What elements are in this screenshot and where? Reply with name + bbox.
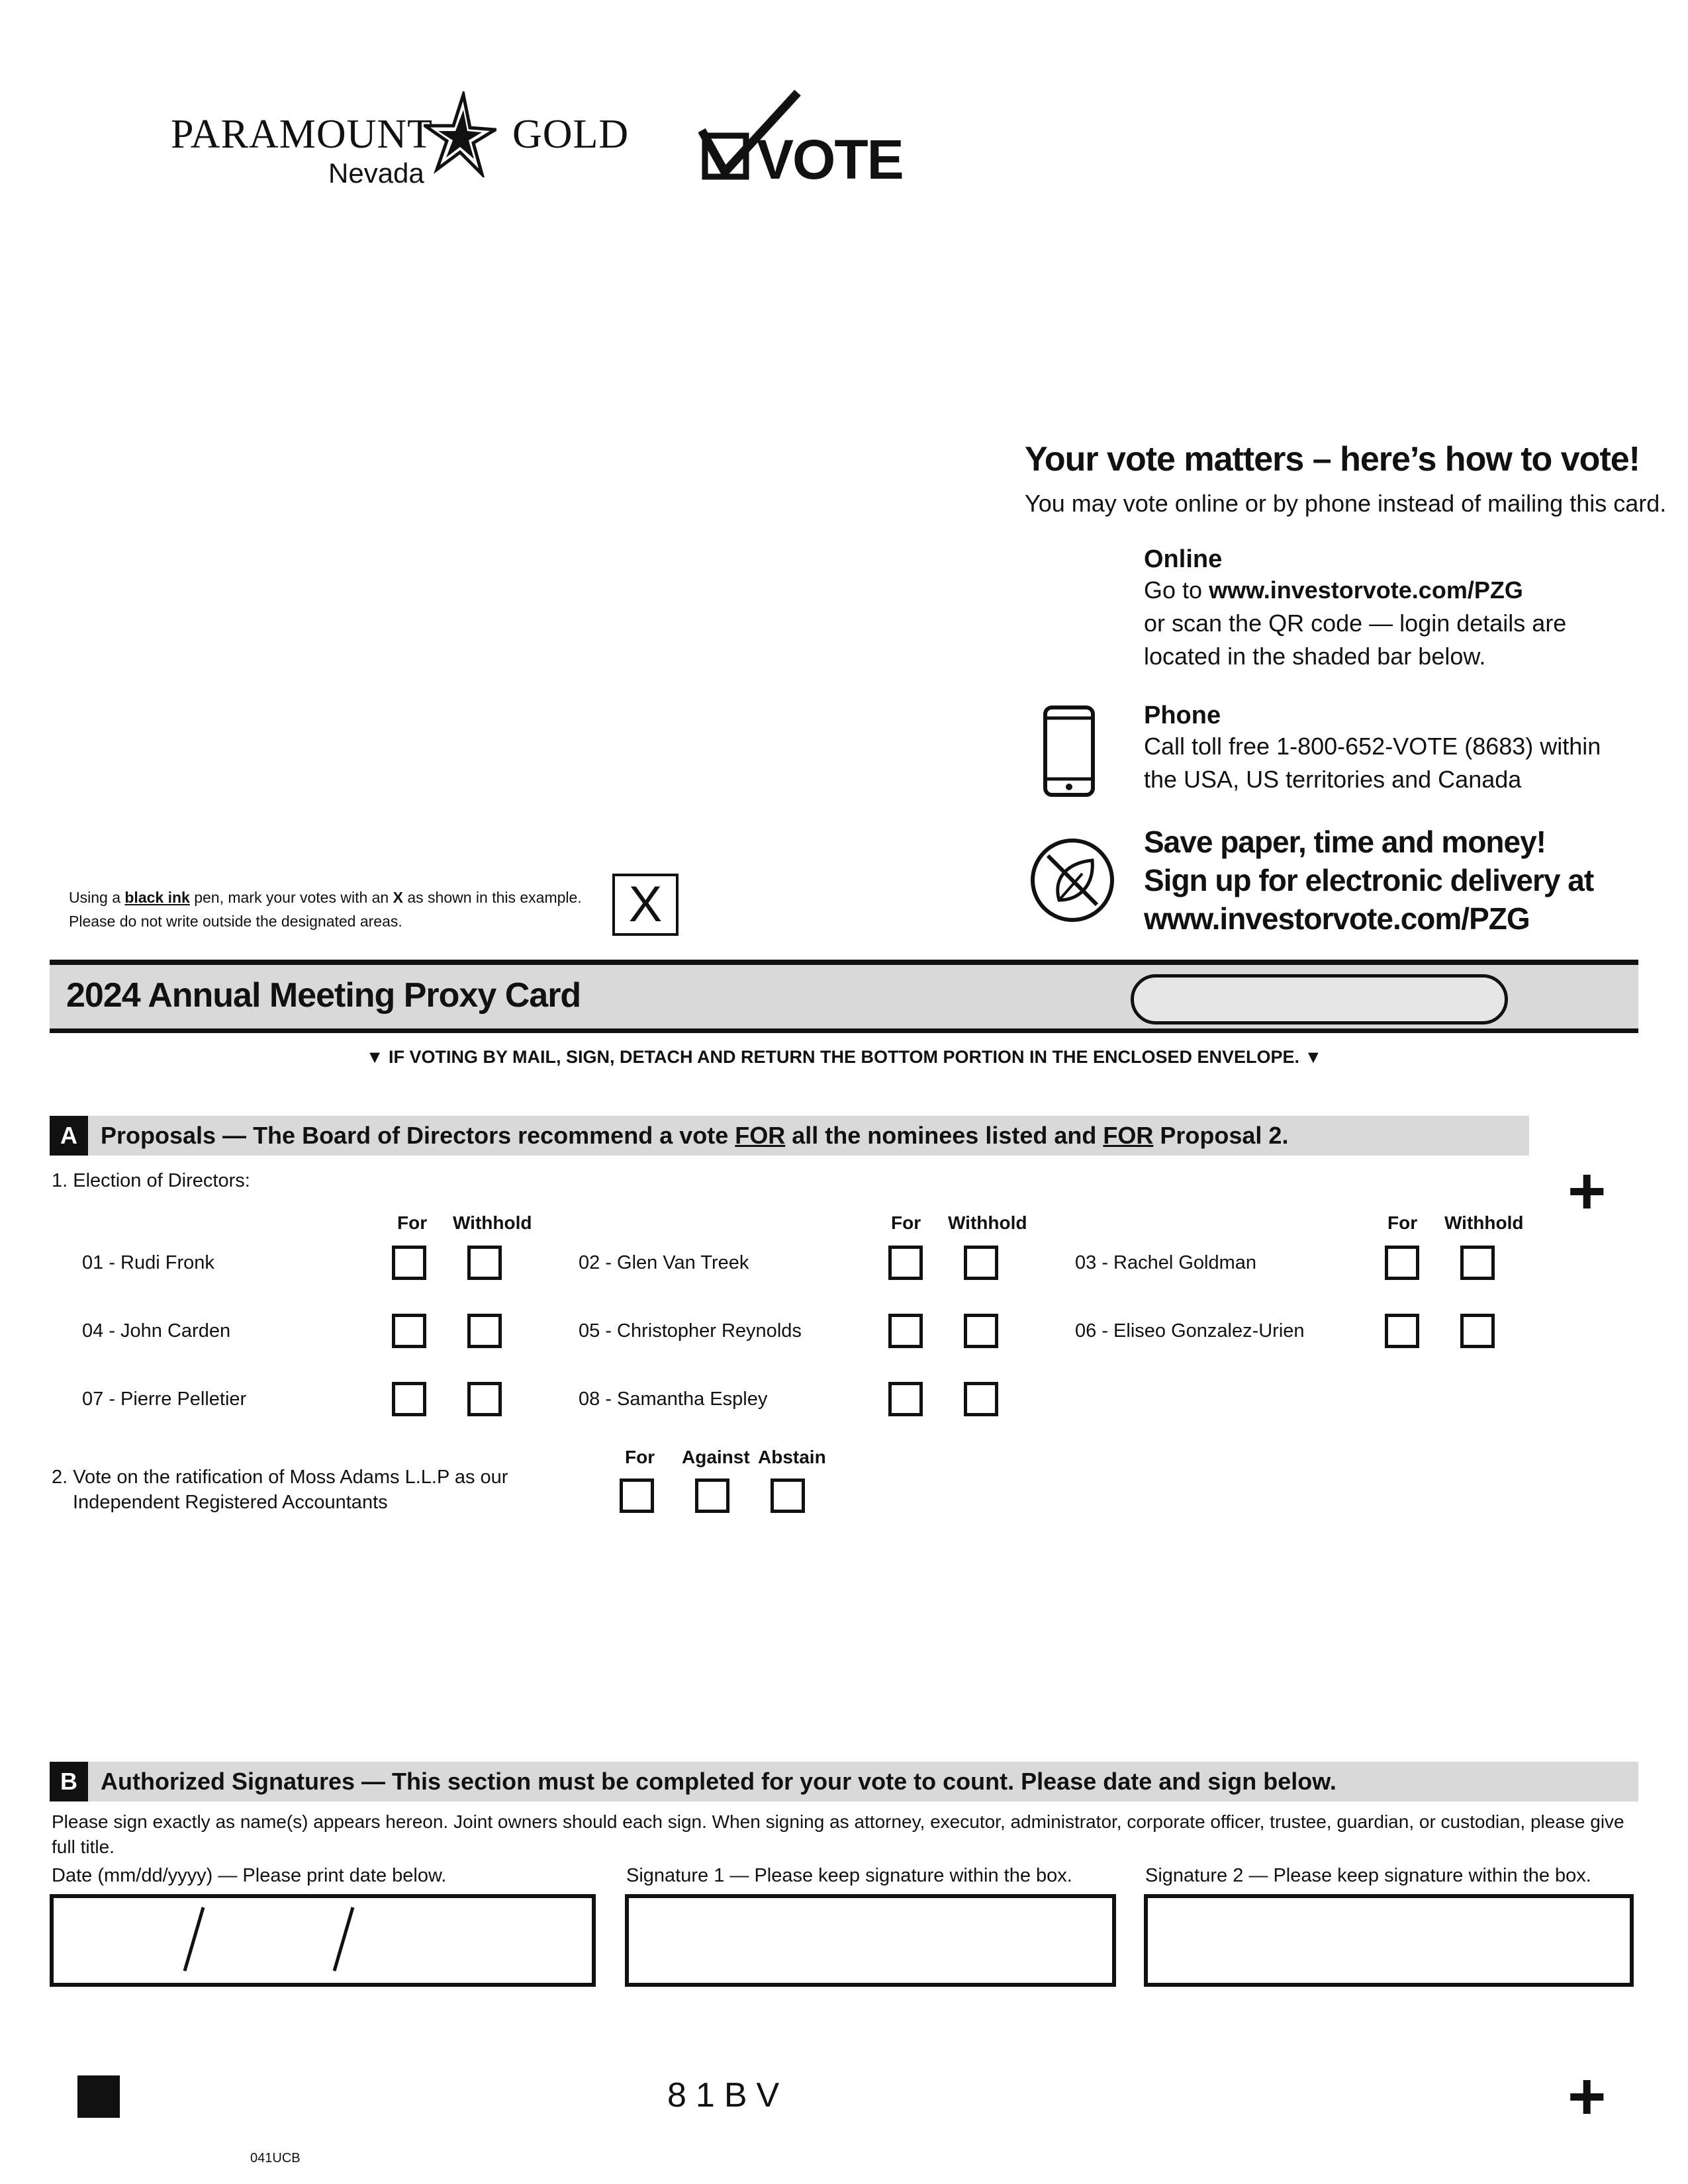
registration-mark-bottom: +	[1568, 2060, 1607, 2134]
sig-note-line1: Please sign exactly as name(s) appears hereon. Joint owners should each sign. When signing as attorney, executor, administrator, corporate officer, trustee, guardian, or custodian, please give	[52, 1811, 1624, 1832]
instr-prefix: Using a	[69, 889, 125, 906]
date-input-box[interactable]	[50, 1894, 596, 1987]
nominee-04-for-checkbox[interactable]	[392, 1314, 426, 1348]
signature1-box[interactable]	[625, 1894, 1116, 1987]
section-b-letter: B	[50, 1762, 88, 1801]
nominee-label: 04 - John Carden	[82, 1320, 231, 1342]
instr-suffix: as shown in this example.	[402, 889, 582, 906]
nominee-08-for-checkbox[interactable]	[888, 1382, 923, 1416]
vote-logo	[698, 89, 903, 191]
nominee-01-withhold-checkbox[interactable]	[467, 1246, 502, 1280]
signature-instructions	[52, 1809, 1640, 1860]
form-small-code: 041UCB	[250, 2151, 301, 2165]
col-for-3: For	[1387, 1212, 1418, 1233]
proposal2-label-line2: Independent Registered Accountants	[73, 1492, 388, 1513]
phone-icon	[1043, 705, 1096, 797]
example-x-mark: X	[628, 876, 663, 933]
phone-title: Phone	[1144, 702, 1221, 729]
signature1-label: Signature 1 — Please keep signature within the box.	[626, 1865, 1072, 1886]
vote-logo-text: VOTE	[757, 128, 903, 191]
proposal1-label: 1. Election of Directors:	[52, 1170, 250, 1191]
nominee-02-withhold-checkbox[interactable]	[964, 1246, 998, 1280]
phone-method	[1144, 702, 1601, 796]
sec-a-prefix: Proposals — The Board of Directors recommend a vote	[101, 1122, 735, 1149]
date-label: Date (mm/dd/yyyy) — Please print date below.	[52, 1865, 447, 1886]
nominee-03-withhold-checkbox[interactable]	[1460, 1246, 1495, 1280]
proposal2-for-checkbox[interactable]	[620, 1479, 654, 1513]
control-number-field[interactable]	[1131, 974, 1508, 1024]
nominee-label: 02 - Glen Van Treek	[579, 1252, 749, 1273]
online-title: Online	[1144, 545, 1223, 573]
signature2-box[interactable]	[1144, 1894, 1634, 1987]
col-withhold-1: Withhold	[453, 1212, 532, 1233]
registration-mark-top: +	[1568, 1154, 1607, 1228]
p2-col-against: Against	[682, 1447, 750, 1467]
sec-a-suffix: Proposal 2.	[1153, 1122, 1289, 1149]
signature2-label: Signature 2 — Please keep signature within the box.	[1145, 1865, 1591, 1886]
online-method	[1144, 545, 1566, 673]
proposal2-abstain-checkbox[interactable]	[771, 1479, 805, 1513]
nominee-01-for-checkbox[interactable]	[392, 1246, 426, 1280]
company-logo-gold: GOLD	[512, 112, 630, 157]
section-a-letter: A	[50, 1116, 88, 1156]
section-b-title: Authorized Signatures — This section must be completed for your vote to count. Please date and sign below.	[101, 1768, 1336, 1795]
nominee-label: 06 - Eliseo Gonzalez-Urien	[1075, 1320, 1305, 1342]
example-marked-checkbox	[612, 874, 679, 936]
title-rule-top	[50, 960, 1638, 965]
col-for-1: For	[397, 1212, 428, 1233]
registration-square	[77, 2075, 120, 2118]
nominee-label: 01 - Rudi Fronk	[82, 1252, 214, 1273]
vote-matters-subheading: You may vote online or by phone instead of mailing this card.	[1025, 490, 1667, 517]
instr-black-ink: black ink	[124, 889, 190, 906]
company-logo-paramount: PARAMOUNT	[171, 112, 434, 157]
sec-a-for2: FOR	[1103, 1122, 1154, 1149]
instr-x: X	[393, 889, 403, 906]
nominee-label: 08 - Samantha Espley	[579, 1388, 768, 1410]
vote-matters-heading: Your vote matters – here’s how to vote!	[1025, 440, 1640, 478]
instruction-line2: Please do not write outside the designated areas.	[69, 913, 402, 930]
sig-note-line2: full title.	[52, 1837, 115, 1857]
online-url-link[interactable]: www.investorvote.com/PZG	[1209, 576, 1523, 604]
paperless-line1: Save paper, time and money!	[1144, 825, 1546, 859]
star-logo-icon	[424, 91, 496, 177]
paperless-line2: Sign up for electronic delivery at	[1144, 863, 1594, 897]
col-for-2: For	[891, 1212, 921, 1233]
nominee-02-for-checkbox[interactable]	[888, 1246, 923, 1280]
nominee-label: 07 - Pierre Pelletier	[82, 1388, 247, 1410]
col-withhold-2: Withhold	[948, 1212, 1027, 1233]
nominee-05-withhold-checkbox[interactable]	[964, 1314, 998, 1348]
online-line3: located in the shaded bar below.	[1144, 643, 1486, 670]
proposal2-label-line1: 2. Vote on the ratification of Moss Adams L.L.P as our	[52, 1467, 508, 1488]
phone-line2: the USA, US territories and Canada	[1144, 766, 1522, 793]
card-title: 2024 Annual Meeting Proxy Card	[66, 976, 581, 1015]
p2-col-abstain: Abstain	[758, 1447, 826, 1467]
col-withhold-3: Withhold	[1444, 1212, 1524, 1233]
nominee-08-withhold-checkbox[interactable]	[964, 1382, 998, 1416]
p2-col-for: For	[625, 1447, 655, 1467]
sec-a-mid: all the nominees listed and	[785, 1122, 1103, 1149]
marking-instructions	[69, 886, 582, 933]
instr-mid: pen, mark your votes with an	[189, 889, 393, 906]
form-code: 81BV	[667, 2076, 789, 2115]
online-goto: Go to	[1144, 576, 1209, 604]
nominee-03-for-checkbox[interactable]	[1385, 1246, 1419, 1280]
nominee-04-withhold-checkbox[interactable]	[467, 1314, 502, 1348]
nominee-label: 03 - Rachel Goldman	[1075, 1252, 1257, 1273]
paperless-url-link[interactable]: www.investorvote.com/PZG	[1144, 901, 1530, 936]
phone-line1: Call toll free 1-800-652-VOTE (8683) within	[1144, 733, 1601, 760]
nominee-06-withhold-checkbox[interactable]	[1460, 1314, 1495, 1348]
nominee-07-withhold-checkbox[interactable]	[467, 1382, 502, 1416]
online-line2: or scan the QR code — login details are	[1144, 610, 1567, 637]
proposal2-against-checkbox[interactable]	[695, 1479, 729, 1513]
detach-notice: ▼ IF VOTING BY MAIL, SIGN, DETACH AND RETURN THE BOTTOM PORTION IN THE ENCLOSED ENVELOPE. ▼	[365, 1047, 1323, 1067]
nominee-06-for-checkbox[interactable]	[1385, 1314, 1419, 1348]
nominee-05-for-checkbox[interactable]	[888, 1314, 923, 1348]
title-rule-bottom	[50, 1028, 1638, 1033]
nominee-07-for-checkbox[interactable]	[392, 1382, 426, 1416]
section-a-title	[101, 1116, 1288, 1156]
sec-a-for1: FOR	[735, 1122, 786, 1149]
date-separators	[54, 1898, 592, 1983]
company-logo-nevada: Nevada	[328, 158, 424, 189]
nominee-label: 05 - Christopher Reynolds	[579, 1320, 802, 1342]
instruction-line1	[69, 886, 582, 909]
no-paper-leaf-icon	[1029, 837, 1115, 923]
paperless-signup	[1144, 823, 1593, 938]
online-line1	[1144, 574, 1566, 607]
